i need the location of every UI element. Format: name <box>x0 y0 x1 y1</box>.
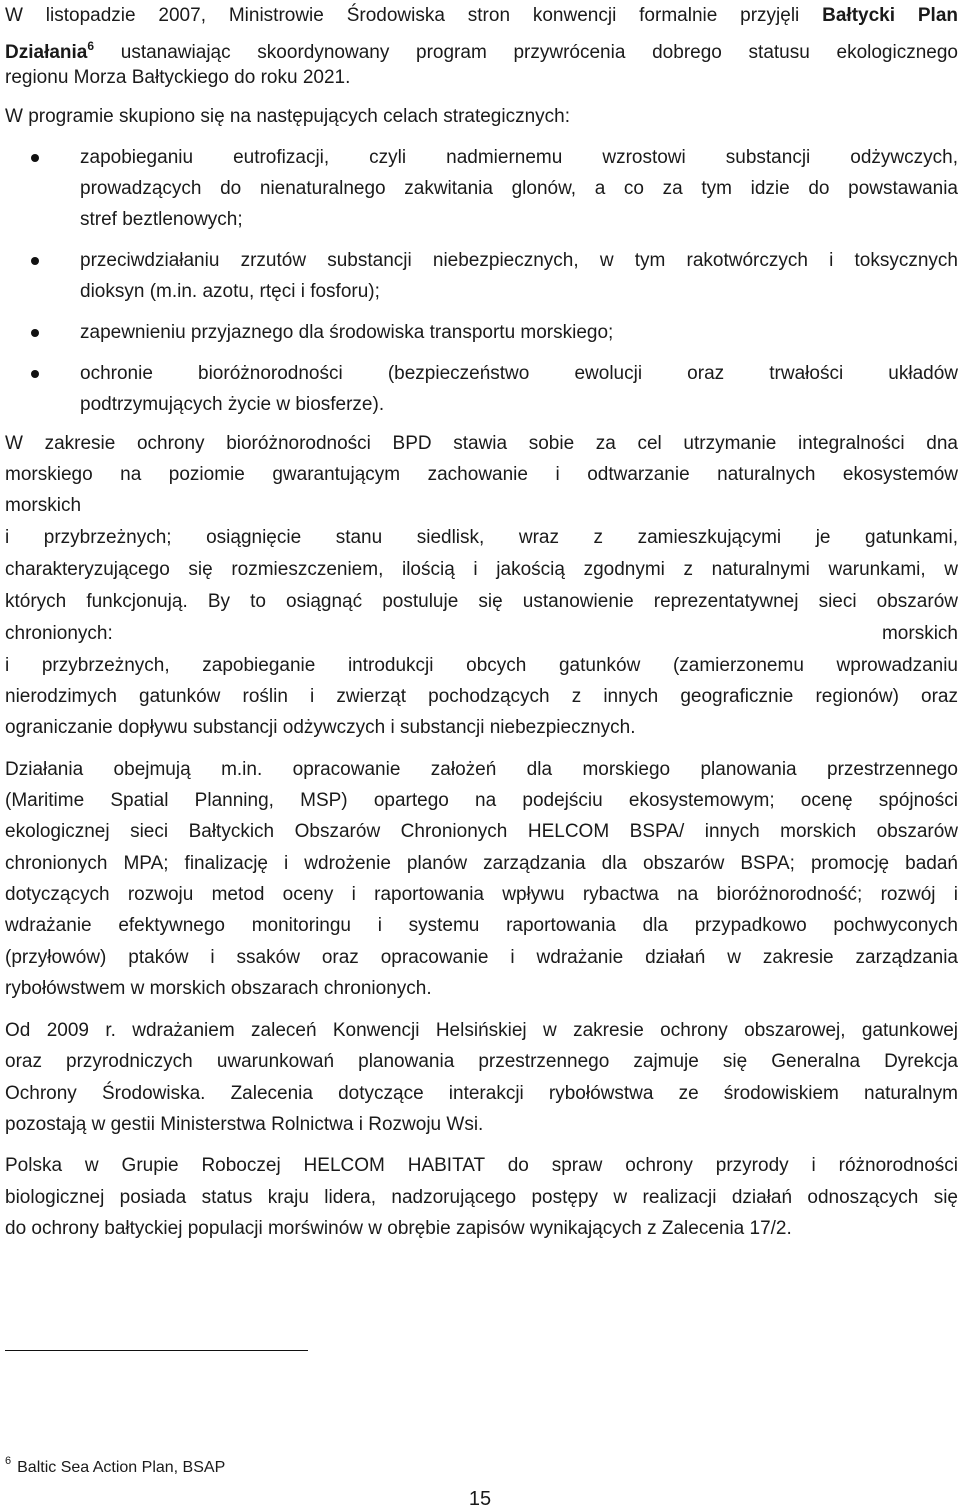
paragraph-line: morskiego na poziomie gwarantującym zachowanie i odtwarzanie naturalnych ekosystemów <box>5 464 958 485</box>
list-item-line: zapewnieniu przyjaznego dla środowiska transportu morskiego; <box>80 322 614 343</box>
paragraph-line: Ochrony Środowiska. Zalecenia dotyczące interakcji rybołówstwa ze środowiskiem naturalnym <box>5 1083 958 1104</box>
paragraph-line: do ochrony bałtyckiej populacji morświnów w obrębie zapisów wynikających z Zalecenia 17/2. <box>5 1218 792 1239</box>
paragraph-line: W zakresie ochrony bioróżnorodności BPD stawia sobie za cel utrzymanie integralności dna <box>5 433 958 454</box>
paragraph-line: chronionych MPA; finalizację i wdrożenie planów zarządzania dla obszarów BSPA; promocję badań <box>5 853 958 874</box>
paragraph-line: dotyczących rozwoju metod oceny i raportowania wpływu rybactwa na bioróżnorodność; rozwój i <box>5 884 958 905</box>
bullet-dot-icon <box>31 257 39 265</box>
page-number: 15 <box>468 1488 492 1510</box>
paragraph-line: (Maritime Spatial Planning, MSP) opartego na podejściu ekosystemowym; ocenę spójności <box>5 790 958 811</box>
bullet-dot-icon <box>31 154 39 162</box>
paragraph-line: wdrażanie efektywnego monitoringu i systemu raportowania dla przypadkowo pochwyconych <box>5 915 958 936</box>
goals-intro: W programie skupiono się na następujących celach strategicznych: <box>5 106 571 127</box>
bullet-dot-icon <box>31 329 39 337</box>
list-item-line: podtrzymujących życie w biosferze). <box>80 394 385 415</box>
footnote-ref[interactable]: 6 <box>87 39 95 53</box>
intro-text-cont: ustanawiając skoordynowany program przywrócenia dobrego statusu ekologicznego <box>120 42 958 62</box>
plan-name-bold-cont: Działania <box>5 42 88 62</box>
footnote-mark: 6 <box>5 1455 12 1467</box>
paragraph-line: oraz przyrodniczych uwarunkowań planowania przestrzennego zajmuje się Generalna Dyrekcja <box>5 1051 958 1072</box>
list-item-line: prowadzących do nienaturalnego zakwitania glonów, a co za tym idzie do powstawania <box>80 178 958 199</box>
paragraph-line: nierodzimych gatunków roślin i zwierząt pochodzących z innych geograficznie regionów) oraz <box>5 686 958 707</box>
list-item-line: przeciwdziałaniu zrzutów substancji niebezpiecznych, w tym rakotwórczych i toksycznych <box>80 250 958 271</box>
paragraph-line: biologicznej posiada status kraju lidera, nadzorującego postępy w realizacji działań odnoszących się <box>5 1187 958 1208</box>
paragraph-line: ekologicznej sieci Bałtyckich Obszarów Chronionych HELCOM BSPA/ innych morskich obszarów <box>5 821 958 842</box>
intro-line-2 <box>5 31 958 62</box>
list-item-line: ochronie bioróżnorodności (bezpieczeństwo ewolucji oraz trwałości układów <box>80 363 958 384</box>
footnote-text: Baltic Sea Action Plan, BSAP <box>17 1459 226 1476</box>
plan-name-bold: Bałtycki Plan <box>822 5 958 26</box>
footnote <box>5 1449 225 1480</box>
list-item-line: zapobieganiu eutrofizacji, czyli nadmiernemu wzrostowi substancji odżywczych, <box>80 147 958 168</box>
paragraph-line: pozostają w gestii Ministerstwa Rolnictwa i Rozwoju Wsi. <box>5 1114 484 1135</box>
paragraph-line: rybołówstwem w morskich obszarach chronionych. <box>5 978 432 999</box>
paragraph-line: Od 2009 r. wdrażaniem zaleceń Konwencji Helsińskiej w zakresie ochrony obszarowej, gatunkowej <box>5 1020 958 1041</box>
paragraph-line: i przybrzeżnych, zapobieganie introdukcji obcych gatunków (zamierzonemu wprowadzaniu <box>5 655 958 676</box>
bullet-dot-icon <box>31 370 39 378</box>
paragraph-line: morskich <box>5 495 82 516</box>
intro-line-1 <box>5 0 958 31</box>
paragraph-line: charakteryzującego się rozmieszczeniem, ilością i jakością zgodnymi z naturalnymi warunkami, w <box>5 559 958 580</box>
footnote-separator <box>5 1350 308 1351</box>
paragraph-line: (przyłowów) ptaków i ssaków oraz opracowanie i wdrażanie działań w zakresie zarządzania <box>5 947 958 968</box>
paragraph-line: i przybrzeżnych; osiągnięcie stanu siedlisk, wraz z zamieszkującymi je gatunkami, <box>5 527 958 548</box>
list-item-line: dioksyn (m.in. azotu, rtęci i fosforu); <box>80 281 380 302</box>
paragraph-line: Działania obejmują m.in. opracowanie założeń dla morskiego planowania przestrzennego <box>5 759 958 780</box>
paragraph-line: ograniczanie dopływu substancji odżywczych i substancji niebezpiecznych. <box>5 717 636 738</box>
intro-text: W listopadzie 2007, Ministrowie Środowiska stron konwencji formalnie przyjęli <box>5 5 800 26</box>
list-item-line: stref beztlenowych; <box>80 209 243 230</box>
paragraph-line: których funkcjonują. By to osiągnąć postuluje się ustanowienie reprezentatywnej sieci obszarów <box>5 591 958 612</box>
intro-line-3: regionu Morza Bałtyckiego do roku 2021. <box>5 67 351 88</box>
paragraph-line: chronionych: morskich <box>5 623 958 644</box>
paragraph-line: Polska w Grupie Roboczej HELCOM HABITAT do spraw ochrony przyrody i różnorodności <box>5 1155 958 1176</box>
